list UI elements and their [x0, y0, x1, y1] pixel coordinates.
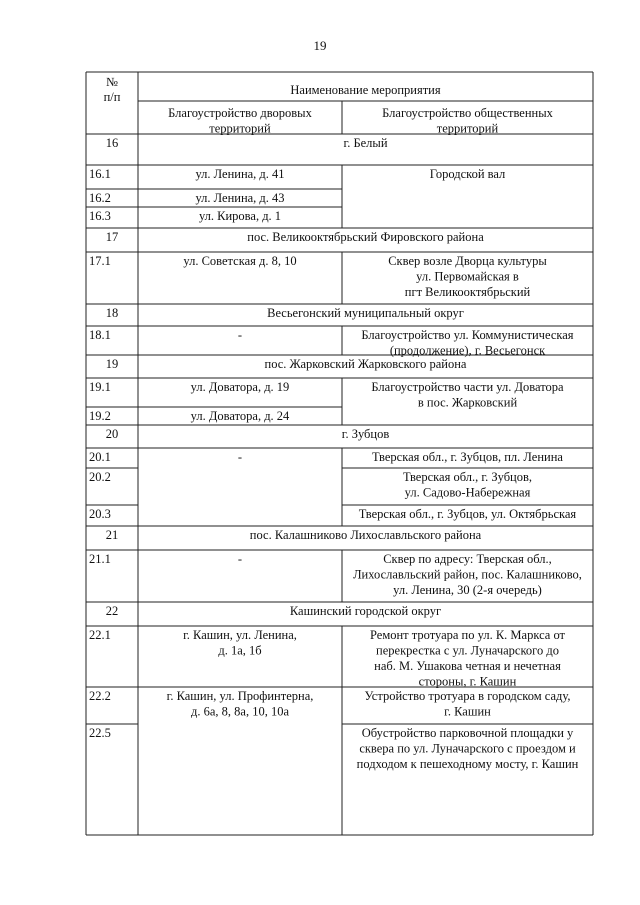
- public-territory-cell: ул. Первомайская в: [416, 269, 519, 284]
- header-title: Наименование мероприятия: [290, 83, 441, 97]
- yard-territory-cell: -: [237, 450, 243, 464]
- public-territory-cell: пгт Великооктябрьский: [404, 285, 531, 299]
- section-title: Весьегонский муниципальный округ: [267, 306, 464, 320]
- section-title: г. Зубцов: [341, 427, 390, 441]
- row-number: 20.2: [89, 470, 111, 484]
- yard-territory-cell: д. 6а, 8, 8а, 10, 10а: [190, 704, 290, 719]
- row-number: 22.1: [89, 628, 111, 642]
- yard-territory-cell: ул. Советская д. 8, 10: [183, 254, 297, 268]
- yard-territory-cell: ул. Доватора, д. 24: [190, 409, 290, 423]
- public-territory-cell: г. Кашин: [444, 704, 491, 719]
- row-number: 19.2: [89, 409, 111, 423]
- row-number: 16.1: [89, 167, 111, 181]
- section-title: г. Белый: [343, 136, 388, 150]
- yard-territory-cell: д. 1а, 1б: [218, 643, 262, 658]
- section-title: пос. Великооктябрьский Фировского района: [247, 230, 484, 244]
- row-number: 20.3: [89, 507, 111, 521]
- row-number: 21: [105, 528, 119, 542]
- public-territory-cell: (продолжение), г. Весьегонск: [389, 343, 546, 358]
- public-territory-cell: наб. М. Ушакова четная и нечетная: [374, 659, 561, 673]
- public-territory-cell: перекрестка с ул. Луначарского до: [376, 643, 559, 658]
- header-col-yard: территорий: [209, 121, 271, 136]
- public-territory-cell: Лихославльский район, пос. Калашниково,: [353, 567, 582, 582]
- public-territory-cell: подходом к пешеходному мосту, г. Кашин: [356, 757, 579, 771]
- row-number: 21.1: [89, 552, 111, 566]
- public-territory-cell: Тверская обл., г. Зубцов,: [402, 470, 533, 484]
- section-title: пос. Калашниково Лихославльского района: [249, 528, 482, 542]
- header-num-label: п/п: [103, 90, 121, 104]
- public-territory-cell: Благоустройство ул. Коммунистическая: [361, 328, 574, 342]
- row-number: 19.1: [89, 380, 111, 394]
- row-number: 16.3: [89, 209, 111, 223]
- public-territory-cell: стороны, г. Кашин: [418, 674, 517, 689]
- public-territory-cell: Благоустройство части ул. Доватора: [371, 380, 564, 394]
- public-territory-cell: Сквер возле Дворца культуры: [388, 254, 547, 268]
- yard-territory-cell: г. Кашин, ул. Профинтерна,: [166, 689, 314, 703]
- header-col-yard: Благоустройство дворовых: [168, 106, 312, 120]
- header-col-public: территорий: [436, 121, 499, 136]
- yard-territory-cell: г. Кашин, ул. Ленина,: [183, 628, 297, 642]
- public-territory-cell: Сквер по адресу: Тверская обл.,: [383, 552, 552, 566]
- public-territory-cell: Устройство тротуара в городском саду,: [364, 689, 571, 703]
- public-territory-cell: Тверская обл., г. Зубцов, ул. Октябрьская: [358, 507, 577, 521]
- yard-territory-cell: ул. Кирова, д. 1: [198, 209, 282, 223]
- header-num-label: №: [106, 75, 118, 89]
- row-number: 22.2: [89, 689, 111, 703]
- header-col-public: Благоустройство общественных: [382, 106, 553, 120]
- public-territory-cell: Ремонт тротуара по ул. К. Маркса от: [369, 628, 566, 642]
- yard-territory-cell: ул. Ленина, д. 41: [195, 167, 285, 181]
- public-territory-cell: Тверская обл., г. Зубцов, пл. Ленина: [372, 450, 563, 464]
- public-territory-cell: ул. Ленина, 30 (2-я очередь): [393, 583, 542, 597]
- row-number: 16: [105, 136, 119, 150]
- row-number: 20.1: [89, 450, 111, 464]
- yard-territory-cell: -: [237, 328, 243, 342]
- yard-territory-cell: ул. Доватора, д. 19: [190, 380, 290, 394]
- yard-territory-cell: ул. Ленина, д. 43: [195, 191, 285, 205]
- row-number: 18.1: [89, 328, 111, 342]
- row-number: 22: [105, 604, 119, 618]
- row-number: 17: [105, 230, 119, 244]
- row-number: 19: [105, 357, 119, 371]
- row-number: 16.2: [89, 191, 111, 205]
- row-number: 22.5: [89, 726, 111, 740]
- row-number: 17.1: [89, 254, 111, 268]
- yard-territory-cell: -: [237, 552, 243, 566]
- row-number: 18: [105, 306, 119, 320]
- public-territory-cell: ул. Садово-Набережная: [404, 485, 531, 500]
- section-title: пос. Жарковский Жарковского района: [264, 357, 467, 371]
- row-number: 20: [105, 427, 119, 441]
- public-territory-cell: Обустройство парковочной площадки у: [361, 726, 574, 740]
- public-territory-cell: Городской вал: [429, 167, 506, 181]
- public-territory-cell: сквера по ул. Луначарского с проездом и: [359, 741, 576, 756]
- section-title: Кашинский городской округ: [289, 604, 442, 618]
- page-number: 19: [313, 38, 327, 53]
- public-territory-cell: в пос. Жарковский: [417, 395, 518, 410]
